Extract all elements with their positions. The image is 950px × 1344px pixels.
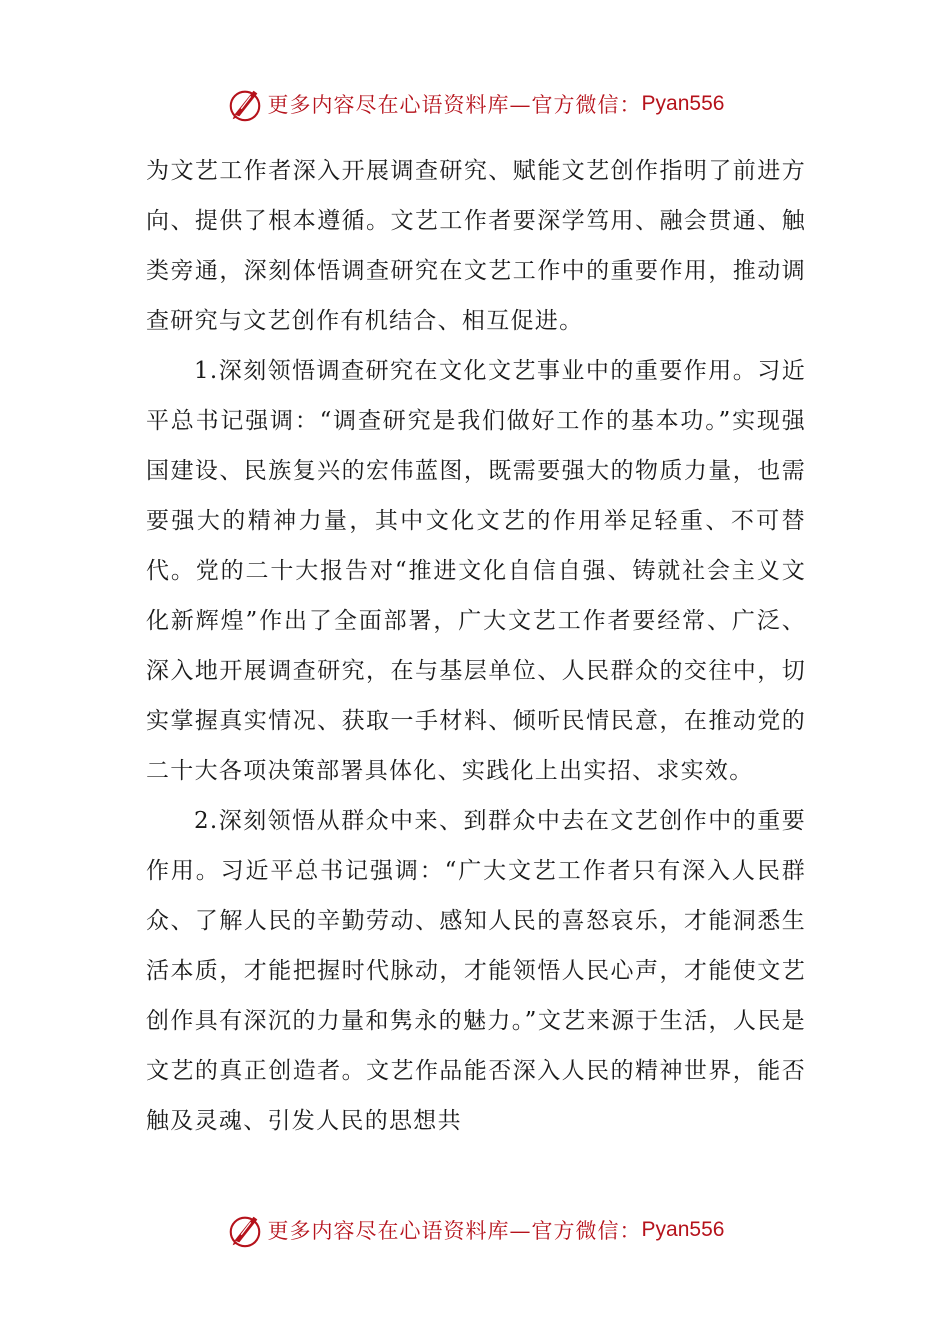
- footer-banner: [0, 1210, 950, 1250]
- quill-pen-logo-icon: [226, 1211, 264, 1249]
- header-banner: [0, 84, 950, 124]
- quill-pen-logo-icon: [226, 85, 264, 123]
- wechat-id: Pyan556: [641, 92, 725, 115]
- wechat-id: Pyan556: [641, 1218, 725, 1241]
- paragraph-3: 2.深刻领悟从群众中来、到群众中去在文艺创作中的重要作用。习近平总书记强调：“广大文艺工作者只有深入人民群众、了解人民的辛勤劳动、感知人民的喜怒哀乐，才能洞悉生活本质，才能把握时代脉动，才能领悟人民心声，才能使文艺创作具有深沉的力量和隽永的魅力。”文艺来源于生活，人民是文艺的真正创造者。文艺作品能否深入人民的精神世界，能否触及灵魂、引发人民的思想共: [146, 808, 806, 1134]
- banner-slogan: 更多内容尽在心语资料库—官方微信：: [267, 1219, 642, 1243]
- document-body: [146, 146, 806, 1146]
- banner-slogan: 更多内容尽在心语资料库—官方微信：: [267, 93, 642, 117]
- paragraph-1: 为文艺工作者深入开展调查研究、赋能文艺创作指明了前进方向、提供了根本遵循。文艺工作者要深学笃用、融会贯通、触类旁通，深刻体悟调查研究在文艺工作中的重要作用，推动调查研究与文艺创作有机结合、相互促进。: [146, 158, 806, 334]
- paragraph-2: 1.深刻领悟调查研究在文化文艺事业中的重要作用。习近平总书记强调：“调查研究是我们做好工作的基本功。”实现强国建设、民族复兴的宏伟蓝图，既需要强大的物质力量，也需要强大的精神力量，其中文化文艺的作用举足轻重、不可替代。党的二十大报告对“推进文化自信自强、铸就社会主义文化新辉煌”作出了全面部署，广大文艺工作者要经常、广泛、深入地开展调查研究，在与基层单位、人民群众的交往中，切实掌握真实情况、获取一手材料、倾听民情民意，在推动党的二十大各项决策部署具体化、实践化上出实招、求实效。: [146, 358, 806, 784]
